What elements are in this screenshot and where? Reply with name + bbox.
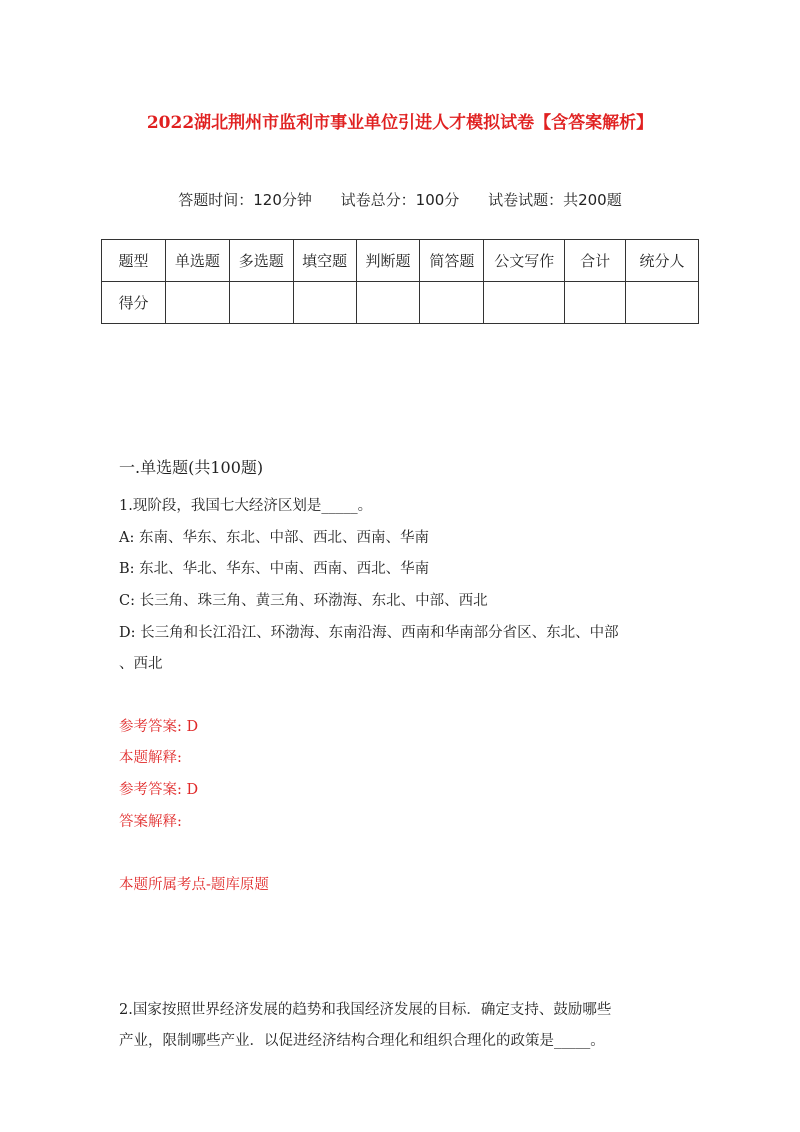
question-1-option-d-continued: 、西北 xyxy=(119,656,163,672)
document-title: 2022湖北荆州市监利市事业单位引进人才模拟试卷【含答案解析】 xyxy=(146,113,654,133)
question-1-stem: 1.现阶段，我国七大经济区划是_____。 xyxy=(119,498,373,514)
score-table xyxy=(101,239,699,324)
exam-time: 答题时间：120分钟 xyxy=(178,191,312,209)
question-1-answer: 参考答案: D xyxy=(119,719,199,735)
score-cell xyxy=(229,282,293,324)
question-1-option-a: A: 东南、华东、东北、中部、西北、西南、华南 xyxy=(119,530,429,546)
question-1-option-d: D: 长三角和长江沿江、环渤海、东南沿海、西南和华南部分省区、东北、中部 xyxy=(119,625,619,641)
question-1-option-c: C: 长三角、珠三角、黄三角、环渤海、东北、中部、西北 xyxy=(119,593,488,609)
question-1-answer-repeat: 参考答案: D xyxy=(119,782,199,798)
header-cell: 统分人 xyxy=(626,240,699,282)
section-heading: 一.单选题(共100题) xyxy=(119,458,264,477)
score-cell xyxy=(565,282,626,324)
header-cell: 填空题 xyxy=(293,240,356,282)
score-cell xyxy=(356,282,420,324)
question-1-source: 本题所属考点-题库原题 xyxy=(119,877,269,893)
score-cell xyxy=(626,282,699,324)
question-1-explanation-label: 本题解释: xyxy=(119,750,182,766)
header-cell: 合计 xyxy=(565,240,626,282)
score-cell xyxy=(165,282,229,324)
header-cell: 单选题 xyxy=(165,240,229,282)
score-cell xyxy=(293,282,356,324)
question-2-stem-line-2: 产业，限制哪些产业．以促进经济结构合理化和组织合理化的政策是_____。 xyxy=(119,1033,605,1049)
question-1-answer-explanation-label: 答案解释: xyxy=(119,814,182,830)
question-1-option-b: B: 东北、华北、华东、中南、西南、西北、华南 xyxy=(119,561,430,577)
header-cell: 多选题 xyxy=(229,240,293,282)
header-cell: 题型 xyxy=(102,240,166,282)
exam-info xyxy=(0,189,800,210)
header-cell: 公文写作 xyxy=(484,240,565,282)
score-cell xyxy=(420,282,484,324)
exam-total-score: 试卷总分：100分 xyxy=(340,191,460,209)
header-cell: 判断题 xyxy=(356,240,420,282)
score-cell xyxy=(484,282,565,324)
header-cell: 简答题 xyxy=(420,240,484,282)
row-label: 得分 xyxy=(102,282,166,324)
score-table-score-row xyxy=(102,282,699,324)
exam-question-count: 试卷试题：共200题 xyxy=(488,191,622,209)
question-2-stem-line-1: 2.国家按照世界经济发展的趋势和我国经济发展的目标．确定支持、鼓励哪些 xyxy=(119,1002,612,1018)
score-table-header-row xyxy=(102,240,699,282)
